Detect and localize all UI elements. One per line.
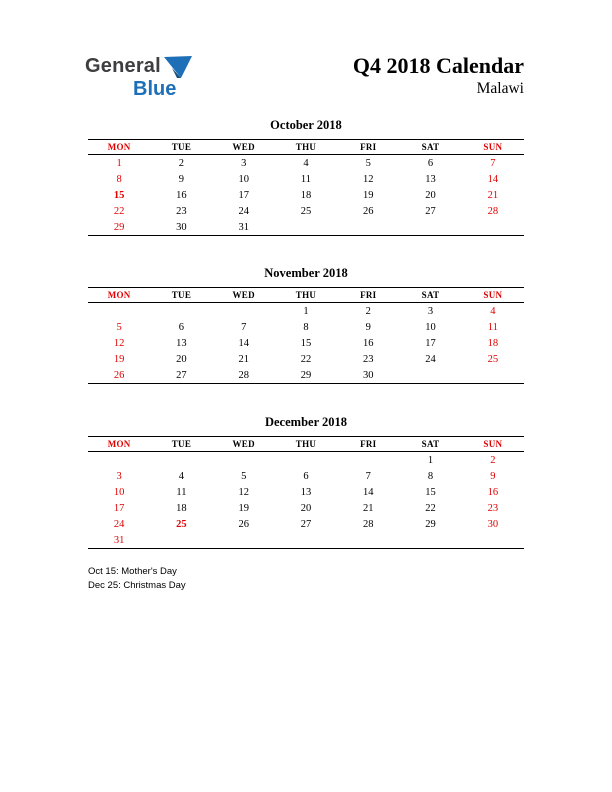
day-cell: 4 — [490, 305, 496, 317]
day-cell: 28 — [363, 518, 374, 530]
logo — [85, 56, 192, 99]
weekday-header-wed: WED — [232, 290, 255, 300]
day-cell: 23 — [487, 502, 499, 514]
month-title: October 2018 — [270, 118, 342, 132]
day-cell: 26 — [238, 518, 249, 530]
empty-cell — [399, 219, 461, 236]
weekday-header-tue: TUE — [171, 290, 192, 300]
day-cell: 31 — [238, 221, 249, 233]
day-cell: 28 — [487, 205, 499, 217]
day-cell: 29 — [300, 369, 312, 381]
day-cell: 12 — [238, 486, 249, 498]
empty-cell — [150, 532, 212, 549]
empty-cell — [399, 367, 461, 384]
empty-cell — [462, 532, 524, 549]
day-cell: 31 — [113, 534, 125, 546]
month-title: November 2018 — [264, 266, 348, 280]
empty-cell — [275, 452, 337, 469]
weekday-header-wed: WED — [232, 142, 255, 152]
day-cell: 1 — [303, 305, 309, 317]
day-cell: 5 — [116, 321, 122, 333]
week-row — [88, 351, 524, 367]
day-cell: 3 — [241, 157, 247, 169]
day-cell: 20 — [300, 502, 312, 514]
day-cell: 1 — [116, 157, 122, 169]
weekday-header-fri: FRI — [360, 290, 377, 300]
calendar-october — [88, 118, 524, 236]
weekday-header-thu: THU — [295, 290, 317, 300]
day-cell: 7 — [490, 157, 496, 169]
day-cell: 29 — [425, 518, 436, 530]
weekday-header-tue: TUE — [171, 142, 192, 152]
day-cell: 18 — [300, 189, 312, 201]
weekday-header-thu: THU — [295, 439, 317, 449]
weekday-header-fri: FRI — [360, 142, 377, 152]
week-row — [88, 303, 524, 320]
empty-cell — [213, 532, 275, 549]
day-cell: 17 — [113, 502, 125, 514]
weekday-header-sun: SUN — [483, 439, 503, 449]
day-cell: 27 — [176, 369, 187, 381]
weekday-header-fri: FRI — [360, 439, 377, 449]
day-cell: 19 — [238, 502, 249, 514]
day-cell: 21 — [238, 353, 249, 365]
day-cell: 15 — [425, 486, 436, 498]
footnote-dec-25: Dec 25: Christmas Day — [88, 580, 186, 591]
day-cell: 7 — [241, 321, 247, 333]
week-row — [88, 532, 524, 549]
calendar-november — [88, 266, 524, 384]
weekday-header-row — [88, 437, 524, 452]
week-row — [88, 468, 524, 484]
day-cell: 21 — [487, 189, 499, 201]
day-cell: 22 — [425, 502, 436, 514]
weekday-header-wed: WED — [232, 439, 255, 449]
week-row — [88, 452, 524, 469]
week-row — [88, 335, 524, 351]
day-cell: 2 — [178, 157, 185, 169]
day-cell: 2 — [365, 305, 371, 317]
day-cell: 16 — [176, 189, 187, 201]
day-cell: 25 — [487, 353, 499, 365]
day-cell: 14 — [238, 337, 249, 349]
day-cell: 16 — [363, 337, 374, 349]
day-cell: 12 — [363, 173, 374, 185]
empty-cell — [399, 532, 461, 549]
day-cell: 11 — [176, 486, 187, 498]
day-cell: 20 — [176, 353, 187, 365]
weekday-header-sun: SUN — [483, 142, 503, 152]
day-cell: 12 — [113, 337, 125, 349]
holiday-footnotes — [88, 565, 186, 593]
empty-cell — [150, 452, 212, 469]
day-cell: 8 — [303, 321, 309, 333]
day-cell: 29 — [113, 221, 125, 233]
empty-cell — [275, 219, 337, 236]
week-row — [88, 203, 524, 219]
empty-cell — [337, 219, 399, 236]
title-block — [353, 54, 524, 99]
weekday-header-sat: SAT — [421, 142, 440, 152]
day-cell: 9 — [490, 470, 496, 482]
day-cell: 30 — [176, 221, 187, 233]
week-row — [88, 319, 524, 335]
day-cell: 26 — [363, 205, 374, 217]
empty-cell — [88, 452, 150, 469]
day-cell: 19 — [363, 189, 374, 201]
day-cell: 30 — [487, 518, 499, 530]
day-cell: 25 — [300, 205, 312, 217]
day-cell: 9 — [178, 173, 185, 185]
weekday-header-sat: SAT — [421, 439, 440, 449]
empty-cell — [88, 303, 150, 320]
day-cell: 10 — [425, 321, 436, 333]
empty-cell — [337, 532, 399, 549]
logo-text-general: General — [85, 55, 161, 77]
empty-cell — [213, 452, 275, 469]
day-cell: 15 — [113, 189, 125, 201]
page-title: Q4 2018 Calendar — [352, 53, 524, 78]
day-cell: 13 — [300, 486, 312, 498]
day-cell: 5 — [365, 157, 371, 169]
empty-cell — [275, 532, 337, 549]
weekday-header-row — [88, 288, 524, 303]
day-cell: 11 — [487, 321, 498, 333]
day-cell: 14 — [363, 486, 374, 498]
weekday-header-sat: SAT — [421, 290, 440, 300]
day-cell: 7 — [365, 470, 371, 482]
day-cell: 28 — [238, 369, 249, 381]
week-row — [88, 367, 524, 384]
day-cell: 20 — [425, 189, 436, 201]
week-row — [88, 484, 524, 500]
day-cell: 2 — [490, 454, 496, 466]
day-cell: 1 — [427, 454, 434, 466]
day-cell: 13 — [176, 337, 187, 349]
day-cell: 6 — [178, 321, 185, 333]
weekday-header-sun: SUN — [483, 290, 503, 300]
day-cell: 17 — [425, 337, 436, 349]
day-cell: 6 — [427, 157, 434, 169]
day-cell: 8 — [427, 470, 434, 482]
day-cell: 11 — [300, 173, 312, 185]
day-cell: 18 — [487, 337, 499, 349]
day-cell: 27 — [425, 205, 436, 217]
day-cell: 26 — [113, 369, 125, 381]
day-cell: 23 — [363, 353, 374, 365]
day-cell: 24 — [425, 353, 436, 365]
day-cell: 22 — [113, 205, 125, 217]
day-cell: 21 — [363, 502, 374, 514]
day-cell: 9 — [365, 321, 371, 333]
empty-cell — [150, 303, 212, 320]
day-cell: 18 — [176, 502, 187, 514]
week-row — [88, 219, 524, 236]
day-cell: 19 — [113, 353, 125, 365]
day-cell: 22 — [300, 353, 312, 365]
weekday-header-mon: MON — [107, 142, 131, 152]
day-cell: 23 — [176, 205, 187, 217]
day-cell: 3 — [116, 470, 122, 482]
day-cell: 17 — [238, 189, 249, 201]
week-row — [88, 155, 524, 172]
empty-cell — [337, 452, 399, 469]
day-cell: 27 — [300, 518, 312, 530]
weekday-header-mon: MON — [107, 290, 131, 300]
weekday-header-thu: THU — [295, 142, 317, 152]
day-cell: 25 — [176, 518, 187, 530]
footnote-oct-15: Oct 15: Mother's Day — [88, 566, 177, 577]
weekday-header-mon: MON — [107, 439, 131, 449]
week-row — [88, 187, 524, 203]
calendar-table — [88, 287, 524, 384]
day-cell: 4 — [178, 470, 185, 482]
week-row — [88, 500, 524, 516]
day-cell: 3 — [427, 305, 434, 317]
logo-text-blue: Blue — [133, 78, 177, 100]
day-cell: 14 — [487, 173, 499, 185]
page-subtitle: Malawi — [476, 80, 524, 97]
week-row — [88, 171, 524, 187]
logo-flag-icon — [164, 56, 192, 78]
day-cell: 24 — [238, 205, 249, 217]
weekday-header-row — [88, 140, 524, 155]
calendar-table — [88, 139, 524, 236]
month-title: December 2018 — [264, 415, 348, 429]
calendar-table — [88, 436, 524, 549]
calendar-december — [88, 415, 524, 549]
day-cell: 15 — [300, 337, 312, 349]
day-cell: 16 — [487, 486, 499, 498]
day-cell: 5 — [241, 470, 247, 482]
day-cell: 8 — [116, 173, 122, 185]
day-cell: 30 — [363, 369, 374, 381]
day-cell: 24 — [113, 518, 125, 530]
day-cell: 10 — [238, 173, 249, 185]
empty-cell — [462, 367, 524, 384]
day-cell: 6 — [303, 470, 309, 482]
day-cell: 13 — [425, 173, 436, 185]
empty-cell — [213, 303, 275, 320]
day-cell: 4 — [303, 157, 309, 169]
day-cell: 10 — [113, 486, 125, 498]
empty-cell — [462, 219, 524, 236]
weekday-header-tue: TUE — [171, 439, 192, 449]
week-row — [88, 516, 524, 532]
